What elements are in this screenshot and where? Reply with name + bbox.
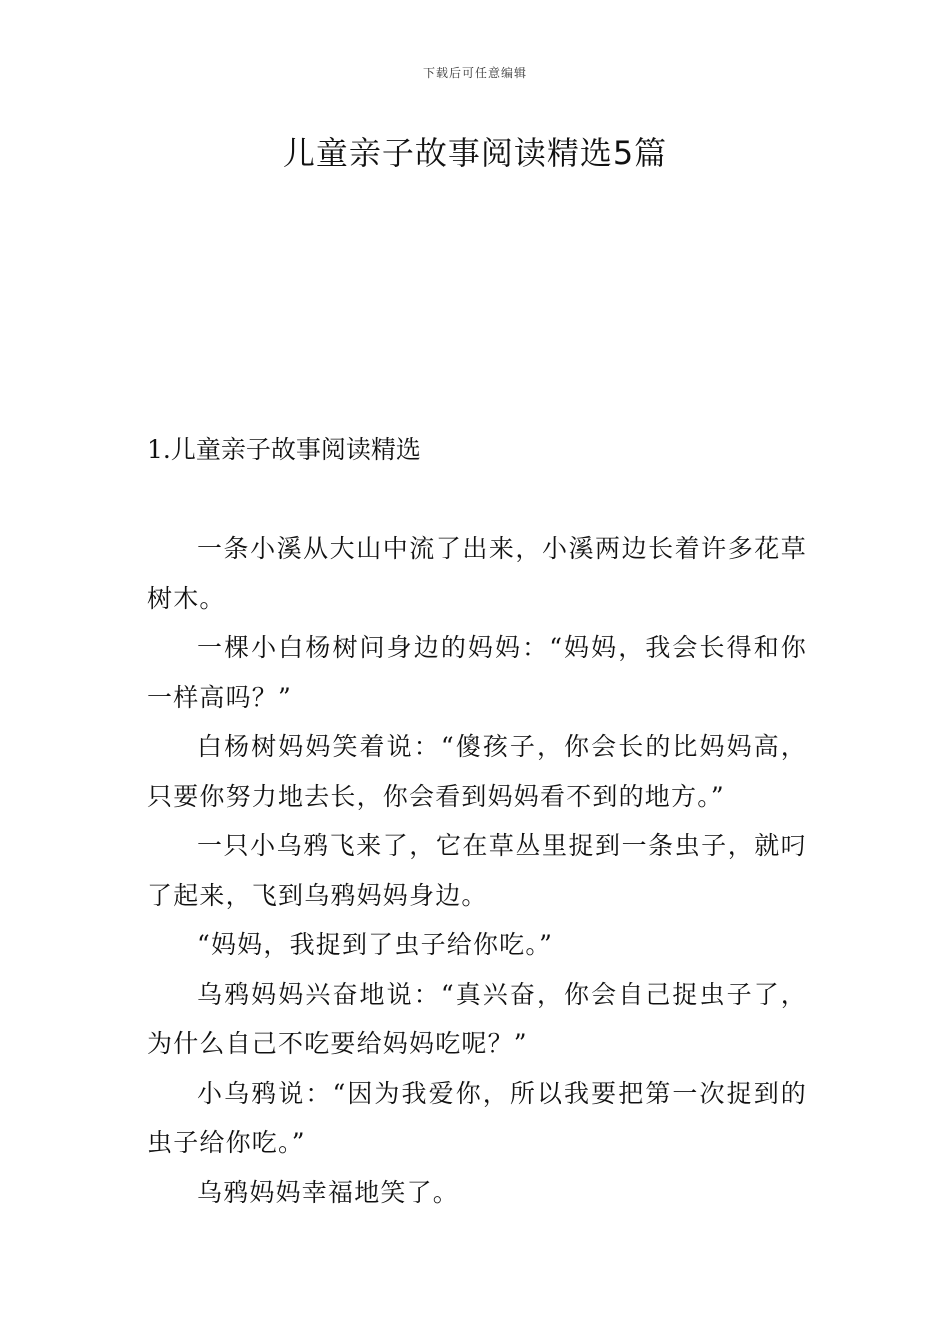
header-note: 下载后可任意编辑 [422, 66, 527, 80]
paragraph: 一只小乌鸦飞来了，它在草丛里捉到一条虫子，就叼了起来，飞到乌鸦妈妈身边。 [147, 831, 807, 910]
paragraph: “妈妈，我捉到了虫子给你吃。” [197, 930, 554, 959]
story-body [147, 524, 807, 1217]
section-heading: 1.儿童亲子故事阅读精选 [147, 435, 421, 464]
paragraph: 白杨树妈妈笑着说：“傻孩子，你会长的比妈妈高，只要你努力地去长，你会看到妈妈看不到的地方。” [147, 732, 807, 811]
paragraph: 一棵小白杨树问身边的妈妈：“妈妈，我会长得和你一样高吗？” [147, 633, 807, 712]
paragraph: 小乌鸦说：“因为我爱你，所以我要把第一次捉到的虫子给你吃。” [147, 1078, 807, 1157]
paragraph: 乌鸦妈妈幸福地笑了。 [197, 1177, 460, 1207]
paragraph: 一条小溪从大山中流了出来，小溪两边长着许多花草树木。 [147, 534, 807, 613]
paragraph: 乌鸦妈妈兴奋地说：“真兴奋，你会自己捉虫子了，为什么自己不吃要给妈妈吃呢？” [147, 979, 807, 1058]
document-title: 儿童亲子故事阅读精选5篇 [282, 134, 668, 172]
